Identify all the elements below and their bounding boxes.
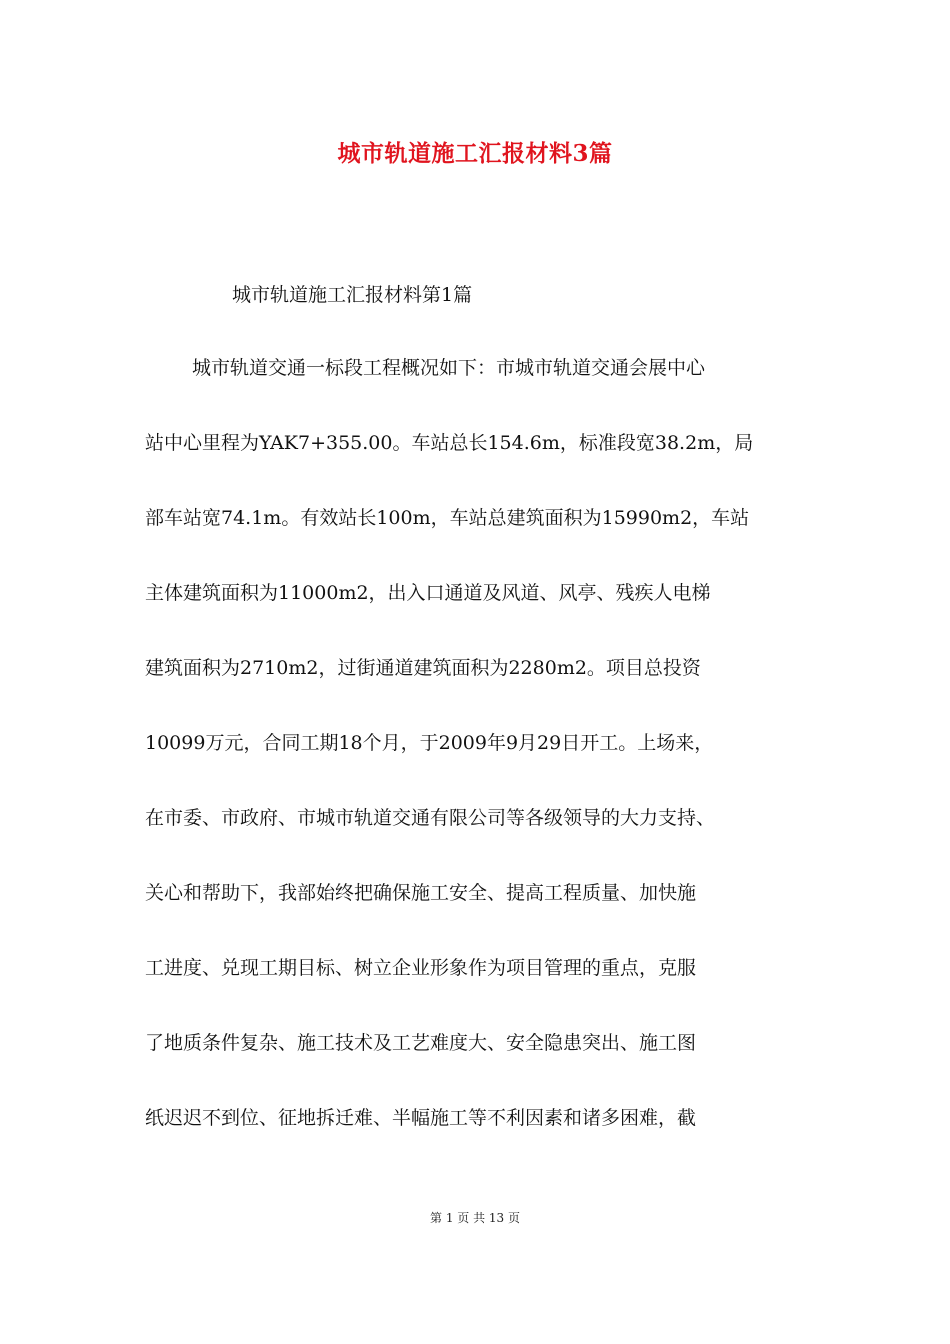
body-line: 了地质条件复杂、施工技术及工艺难度大、安全隐患突出、施工图 <box>145 1032 697 1054</box>
body-line: 城市轨道交通一标段工程概况如下：市城市轨道交通会展中心 <box>192 357 706 379</box>
body-line: 建筑面积为2710m2，过街通道建筑面积为2280m2。项目总投资 <box>145 657 701 679</box>
body-line: 主体建筑面积为11000m2，出入口通道及风道、风亭、残疾人电梯 <box>145 582 711 604</box>
document-title: 城市轨道施工汇报材料3篇 <box>337 140 613 167</box>
body-line: 关心和帮助下，我部始终把确保施工安全、提高工程质量、加快施 <box>145 882 697 904</box>
body-line: 在市委、市政府、市城市轨道交通有限公司等各级领导的大力支持、 <box>145 807 716 829</box>
body-line: 工进度、兑现工期目标、树立企业形象作为项目管理的重点，克服 <box>145 957 697 979</box>
section-heading: 城市轨道施工汇报材料第1篇 <box>232 284 473 306</box>
page-footer: 第 1 页 共 13 页 <box>430 1211 520 1225</box>
body-line: 部车站宽74.1m。有效站长100m，车站总建筑面积为15990m2，车站 <box>145 507 750 529</box>
body-line: 纸迟迟不到位、征地拆迁难、半幅施工等不利因素和诸多困难，截 <box>145 1107 697 1129</box>
body-line: 站中心里程为YAK7+355.00。车站总长154.6m，标准段宽38.2m，局 <box>145 432 754 454</box>
body-line: 10099万元，合同工期18个月，于2009年9月29日开工。上场来， <box>145 732 714 754</box>
